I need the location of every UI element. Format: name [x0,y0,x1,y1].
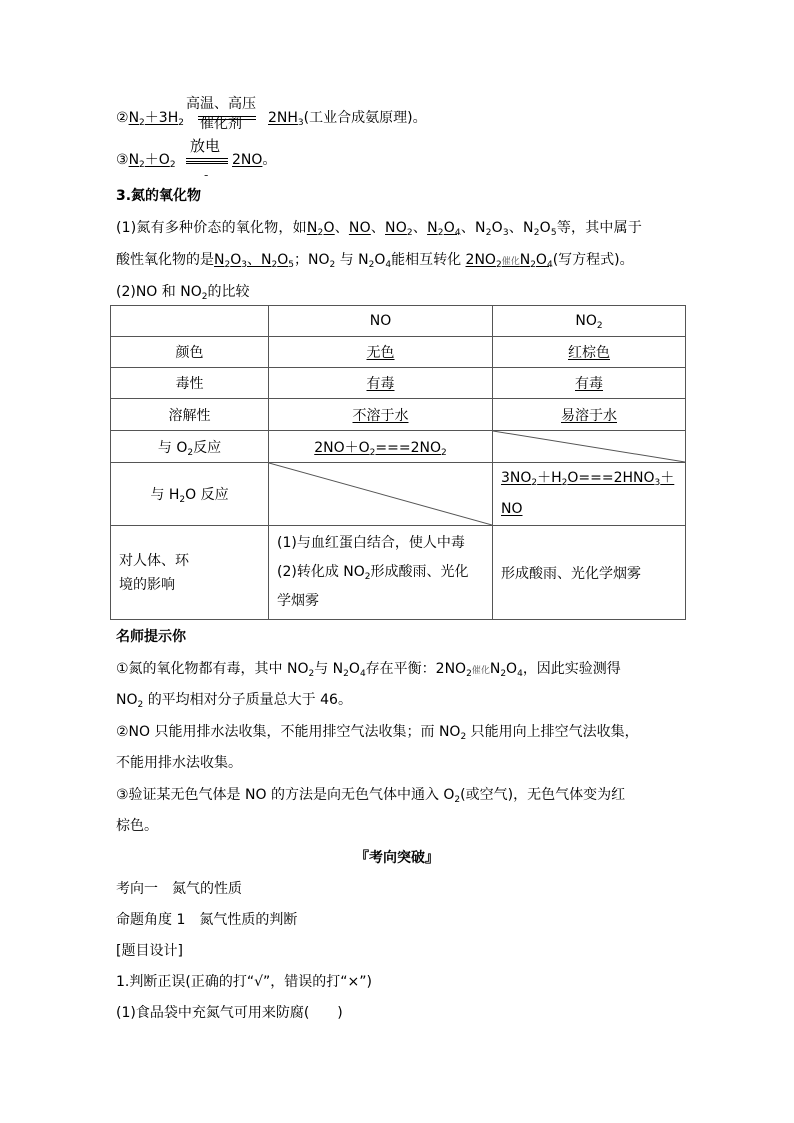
haber-reactants: $N_2+3H_2$ [128,110,184,128]
table-header-no2: $NO_2$ [493,306,686,337]
equation-haber [116,108,184,128]
table-row [111,337,686,368]
table-row [111,399,686,431]
diagonal-line [493,431,685,462]
row-label: 溶解性 [111,399,269,431]
haber-products: $2NH_3$(工业合成氨原理)。 [268,110,427,128]
table-header-no: NO [269,306,493,337]
table-header-empty [111,306,269,337]
paragraph-oxides-2: 酸性氧化物的是$N_2O_3$、$N_2O_5$；$NO_2$ 与 $N_2O_4$能相互转化 $2NO_2$催化$N_2O_4$(写方程式)。 [116,252,634,270]
table-cell: $2NO+O_2===2NO_2$ [269,431,493,463]
angle-1: 命题角度 1 氮气性质的判断 [116,912,298,928]
paragraph-oxides-1: (1)氮有多种价态的氧化物，如$N_2O$、NO、$NO_2$、$N_2O_4$、$N_2O_3$、$N_2O_5$等，其中属于 [116,220,643,238]
question-1-item-1: (1)食品袋中充氮气可用来防腐( ) [116,1005,343,1021]
table-cell: (1)与血红蛋白结合，使人中毒 (2)转化成 $NO_2$形成酸雨、光化 学烟雾 [269,526,493,620]
tip-2-line-2: 不能用排水法收集。 [116,755,242,771]
tip-heading: 名师提示你 [116,629,186,645]
no-arrow [186,158,228,162]
equation-no [116,150,176,170]
table-cell: 易溶于水 [493,399,686,431]
no-arrow-line3 [186,163,228,166]
tip-3-line-1: ③验证某无色气体是 NO 的方法是向无色气体中通入 $O_2$(或空气)，无色气体变为红 [116,787,626,805]
table-cell: 有毒 [269,368,493,399]
item-number: ② [116,110,129,126]
table-cell: 无色 [269,337,493,368]
table-row-o2 [111,431,686,463]
table-cell: 有毒 [493,368,686,399]
tip-1-line-2: $NO_2$ 的平均相对分子质量总大于 46。 [116,692,352,710]
row-label: 毒性 [111,368,269,399]
haber-condition-bottom: 催化剂 [200,116,242,132]
table-cell: 红棕色 [493,337,686,368]
no-reactants: $N_2+O_2$ [128,152,176,170]
table-row-h2o [111,463,686,526]
table-row [111,368,686,399]
heading-oxides: 3.氮的氧化物 [116,188,202,204]
table-cell: 形成酸雨、光化学烟雾 [493,526,686,620]
table-cell: $3NO_2+H_2O===2HNO_3+$ NO [493,463,686,526]
no-condition-bottom: - [204,168,209,182]
tip-1-line-1: ①氮的氧化物都有毒，其中 $NO_2$与 $N_2O_4$存在平衡：$2NO_2$催化$N_2O_4$，因此实验测得 [116,661,621,679]
design-label: [题目设计] [116,943,183,959]
row-label: 颜色 [111,337,269,368]
table-row-effect [111,526,686,620]
comparison-table [110,305,686,620]
diagonal-line [269,463,492,525]
tip-2-line-1: ②NO 只能用排水法收集，不能用排空气法收集；而 $NO_2$ 只能用向上排空气法收集， [116,724,639,742]
no-condition-top: 放电 [190,137,221,155]
row-label: 与 $O_2$反应 [111,431,269,463]
tip-3-line-2: 棕色。 [116,818,158,834]
question-1: 1.判断正误(正确的打“√”，错误的打“×”) [116,974,372,990]
no-products: 2NO。 [232,152,277,168]
row-label: 对人体、环 境的影响 [111,526,269,620]
row-label: 与 $H_2O$ 反应 [111,463,269,526]
section-title: 『考向突破』 [355,850,439,866]
paragraph-comparison: (2)NO 和 $NO_2$的比较 [116,284,250,302]
table-cell-diagonal [493,431,686,463]
haber-condition-top: 高温、高压 [186,96,256,112]
table-header-row [111,306,686,337]
direction-1: 考向一 氮气的性质 [116,881,242,897]
item-number: ③ [116,152,129,168]
table-cell-diagonal [269,463,493,526]
table-cell: 不溶于水 [269,399,493,431]
